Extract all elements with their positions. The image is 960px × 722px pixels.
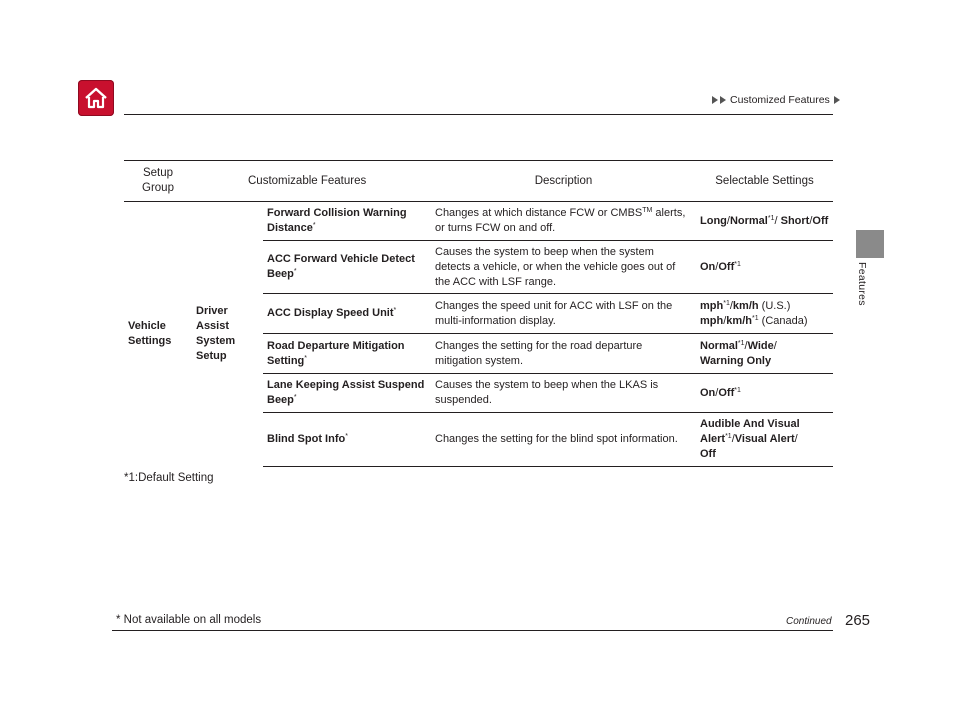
feature-cell: ACC Forward Vehicle Detect Beep*	[263, 241, 431, 294]
settings-cell: Long/Normal$^{*1}$/ Short/Off	[696, 202, 833, 241]
description-cell: Causes the system to beep when the LKAS is suspended.	[431, 374, 696, 413]
breadcrumb-label: Customized Features	[730, 94, 830, 106]
section-tab-label: Features	[856, 262, 868, 306]
feature-cell: ACC Display Speed Unit*	[263, 294, 431, 334]
home-icon	[83, 86, 109, 110]
settings-cell: Normal$^{*1}$/Wide/ Warning Only	[696, 334, 833, 374]
feature-cell: Forward Collision Warning Distance*	[263, 202, 431, 241]
feature-cell: Road Departure Mitigation Setting*	[263, 334, 431, 374]
default-setting-footnote: *1:Default Setting	[124, 472, 214, 484]
description-cell: Changes the setting for the road departure mitigation system.	[431, 334, 696, 374]
settings-cell: mph$^{*1}$/km/h (U.S.) mph/$km/h^{*1}$ (Canada)	[696, 294, 833, 334]
availability-note: * Not available on all models	[116, 614, 262, 626]
settings-cell: On/Off$^{*1}$	[696, 374, 833, 413]
breadcrumb-arrow-icon	[712, 96, 718, 104]
settings-cell: Audible And Visual Alert$^{*1}$/Visual Alert/ Off	[696, 413, 833, 467]
breadcrumb[interactable]	[712, 94, 840, 106]
header-rule	[124, 114, 833, 115]
breadcrumb-arrow-icon	[720, 96, 726, 104]
subgroup-cell: Driver Assist System Setup	[196, 305, 236, 363]
description-cell: Changes the setting for the blind spot information.	[431, 413, 696, 467]
description-cell: Changes the speed unit for ACC with LSF on the multi-information display.	[431, 294, 696, 334]
home-button[interactable]	[78, 80, 114, 116]
header-customizable-features: Customizable Features	[192, 161, 431, 202]
header-selectable-settings: Selectable Settings	[696, 161, 833, 202]
description-cell: Causes the system to beep when the system detects a vehicle, or when the vehicle goes out of the ACC with LSF range.	[431, 241, 696, 294]
header-description: Description	[431, 161, 696, 202]
page-number: 265	[845, 612, 871, 629]
header-setup-group: Setup Group	[124, 161, 192, 202]
feature-cell: Blind Spot Info*	[263, 413, 431, 467]
table-row	[124, 202, 833, 241]
customizable-features-table	[124, 160, 833, 467]
table-header-row	[124, 161, 833, 202]
description-cell: Changes at which distance FCW or CMBS™ alerts, or turns FCW on and off.	[431, 202, 696, 241]
settings-cell: On/Off$^{*1}$	[696, 241, 833, 294]
breadcrumb-arrow-icon	[834, 96, 840, 104]
feature-cell: Lane Keeping Assist Suspend Beep*	[263, 374, 431, 413]
section-tab[interactable]	[856, 230, 884, 258]
footer-rule	[112, 630, 833, 631]
continued-label: Continued	[786, 616, 832, 627]
group-cell: Vehicle Settings	[128, 320, 172, 348]
